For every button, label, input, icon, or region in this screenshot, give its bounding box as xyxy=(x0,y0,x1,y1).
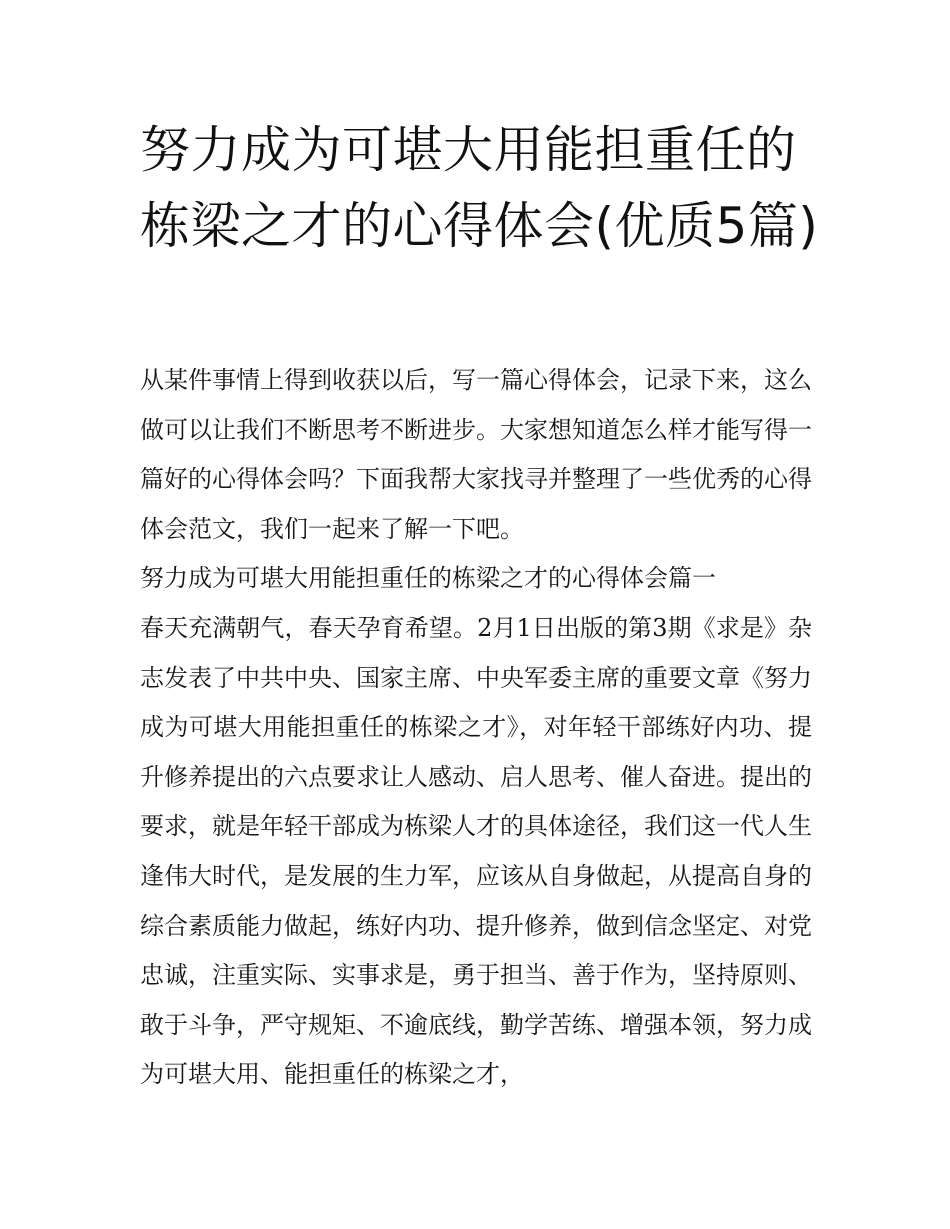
section-heading: 努力成为可堪大用能担重任的栋梁之才的心得体会篇一 xyxy=(140,564,716,593)
body-paragraph: 春天充满朝气，春天孕育希望。2月1日出版的第3期《求是》杂志发表了中共中央、国家主席、中央军委主席的重要文章《努力成为可堪大用能担重任的栋梁之才》，对年轻干部练好内功、提升修养提出的六点要求让人感动、启人思考、催人奋进。提出的要求，就是年轻干部成为栋梁人才的具体途径，我们这一代人生逢伟大时代，是发展的生力军，应该从自身做起，从提高自身的综合素质能力做起，练好内功、提升修养，做到信念坚定、对党忠诚，注重实际、实事求是，勇于担当、善于作为，坚持原则、敢于斗争，严守规矩、不逾底线，勤学苦练、增强本领，努力成为可堪大用、能担重任的栋梁之才， xyxy=(140,613,812,1089)
document-title: 努力成为可堪大用能担重任的栋梁之才的心得体会(优质5篇) xyxy=(140,121,819,255)
document-body xyxy=(140,356,812,1100)
intro-paragraph: 从某件事情上得到收获以后，写一篇心得体会，记录下来，这么做可以让我们不断思考不断进步。大家想知道怎么样才能写得一篇好的心得体会吗？下面我帮大家找寻并整理了一些优秀的心得体会范文，我们一起来了解一下吧。 xyxy=(140,366,812,543)
